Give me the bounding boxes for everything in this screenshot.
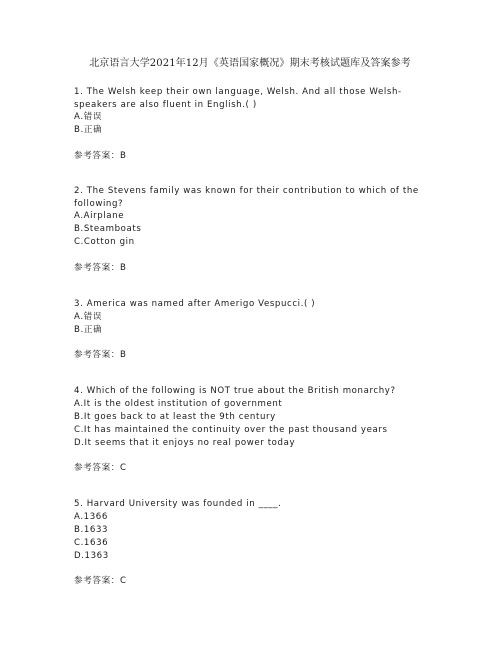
question-2-option-c: C.Cotton gin xyxy=(74,237,135,247)
question-5-answer: 参考答案：C xyxy=(74,576,127,586)
question-1-answer: 参考答案：B xyxy=(74,151,127,161)
question-5-option-b: B.1633 xyxy=(74,525,109,535)
question-3-text: 3. America was named after Amerigo Vespucci.( ) xyxy=(74,299,316,309)
question-2-answer: 参考答案：B xyxy=(74,263,127,273)
question-2-text: 2. The Stevens family was known for their contribution to which of the following? xyxy=(74,186,419,209)
question-4-option-a: A.It is the oldest institution of government xyxy=(74,399,283,409)
question-3-option-b: B.正确 xyxy=(74,325,103,335)
question-5-option-a: A.1366 xyxy=(74,512,108,522)
question-5-option-d: D.1363 xyxy=(74,551,109,561)
question-4-answer: 参考答案：C xyxy=(74,463,127,473)
question-2-option-a: A.Airplane xyxy=(74,211,125,221)
question-1-option-a: A.错误 xyxy=(74,112,103,122)
question-1-option-b: B.正确 xyxy=(74,125,103,135)
question-3-answer: 参考答案：B xyxy=(74,350,127,360)
question-5-text: 5. Harvard University was founded in ____. xyxy=(74,499,282,509)
question-4-option-d: D.It seems that it enjoys no real power today xyxy=(74,438,296,448)
question-5-option-c: C.1636 xyxy=(74,538,109,548)
question-1-text: 1. The Welsh keep their own language, Welsh. And all those Welsh-speakers are also fluent in English.( ) xyxy=(74,87,402,110)
question-4-option-c: C.It has maintained the continuity over the past thousand years xyxy=(74,425,388,435)
document-title: 北京语言大学2021年12月《英语国家概况》期末考核试题库及答案参考 xyxy=(89,58,411,69)
question-3-option-a: A.错误 xyxy=(74,312,103,322)
question-4-text: 4. Which of the following is NOT true about the British monarchy? xyxy=(74,386,396,396)
question-4-option-b: B.It goes back to at least the 9th century xyxy=(74,412,276,422)
question-2-option-b: B.Steamboats xyxy=(74,224,142,234)
